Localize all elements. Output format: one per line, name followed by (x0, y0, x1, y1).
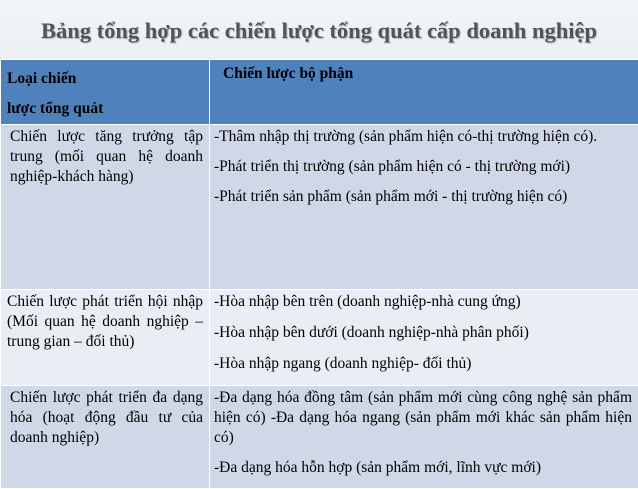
row-type-text: Chiến lược tăng trưởng tập trung (mối quan hệ doanh nghiệp-khách hàng) (1, 125, 209, 187)
row-type-cell (1, 386, 210, 489)
table-row (1, 290, 638, 386)
row-item: -Phát triển sản phẩm (sản phẩm mới - thị trường hiện có) (214, 187, 632, 207)
header-strategy-type-line2: lược tổng quát (7, 94, 203, 124)
row-type-cell (1, 125, 210, 290)
row-item: -Phát triển thị trường (sản phẩm hiện có - thị trường mới) (214, 157, 632, 177)
header-strategy-type (1, 60, 210, 125)
row-item: -Hòa nhập ngang (doanh nghiệp- đối thủ) (214, 354, 632, 374)
strategy-table (0, 59, 638, 489)
row-items-cell (210, 125, 638, 290)
row-item: -Hòa nhập bên dưới (doanh nghiệp-nhà phân phối) (214, 323, 632, 343)
header-strategy-type-line1: Loại chiến (7, 64, 203, 94)
page-title: Bảng tổng hợp các chiến lược tổng quát cấp doanh nghiệp (0, 18, 638, 44)
row-item: -Đa dạng hóa hỗn hợp (sản phẩm mới, lĩnh vực mới) (214, 458, 632, 478)
row-item: -Hòa nhập bên trên (doanh nghiệp-nhà cung ứng) (214, 292, 632, 312)
table-row (1, 386, 638, 489)
row-type-text: Chiến lược phát triển đa dạng hóa (hoạt động đầu tư của doanh nghiệp) (1, 386, 209, 448)
table-row (1, 125, 638, 290)
row-item: -Thâm nhập thị trường (sản phẩm hiện có-thị trường hiện có). (214, 127, 632, 147)
row-type-cell (1, 290, 210, 386)
row-item: -Đa dạng hóa đồng tâm (sản phẩm mới cùng công nghệ sản phẩm hiện có) -Đa dạng hóa ngang (sản phẩm mới khác sản phẩm hiện có) (214, 388, 632, 448)
row-items-cell (210, 290, 638, 386)
row-items-cell (210, 386, 638, 489)
table-header-row (1, 60, 638, 125)
row-type-text: Chiến lược phát triển hội nhập (Mối quan hệ doanh nghiệp – trung gian – đối thủ) (1, 290, 209, 352)
header-sub-strategy: Chiến lược bộ phận (210, 60, 638, 125)
